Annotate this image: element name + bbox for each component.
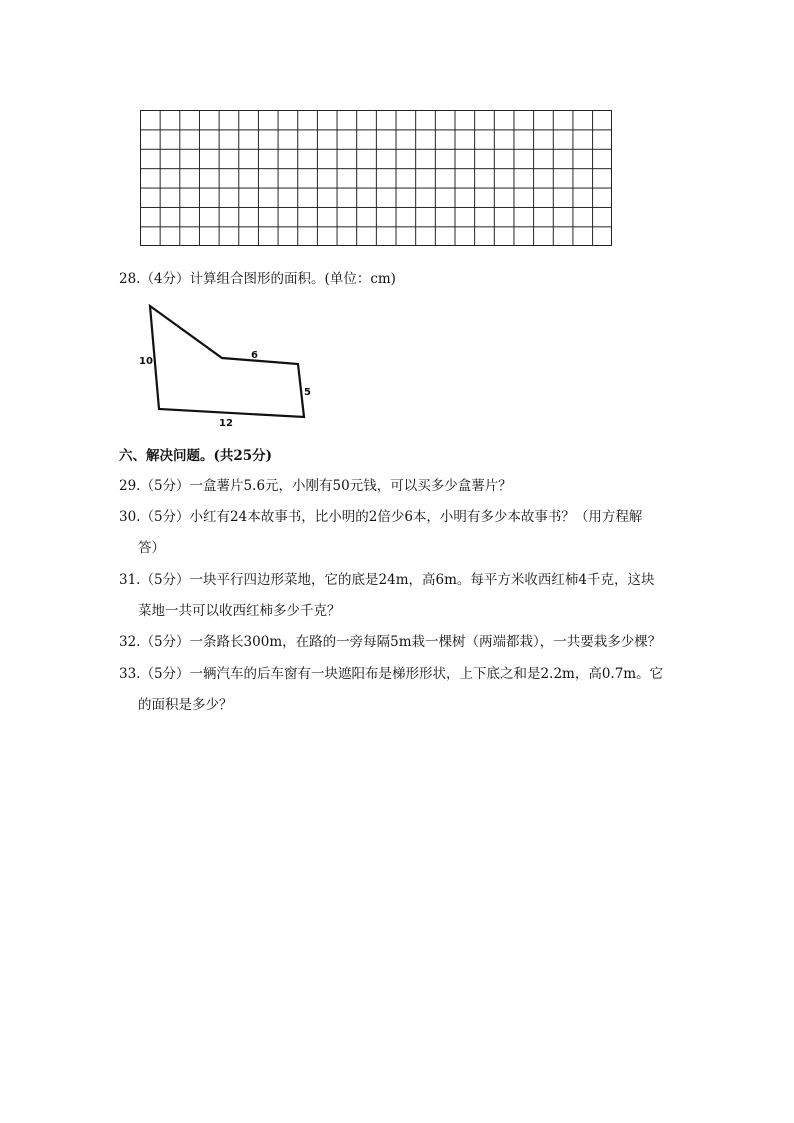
question-31-line1: 31.（5分）一块平行四边形菜地，它的底是24m，高6m。每平方米收西红柿4千克，这块 — [119, 572, 655, 588]
question-29: 29.（5分）一盒薯片5.6元，小刚有50元钱，可以买多少盒薯片？ — [119, 478, 512, 494]
section-six-heading: 六、解决问题。(共25分) — [119, 448, 273, 464]
label-right-side: 5 — [304, 387, 311, 398]
composite-shape-outline — [150, 306, 304, 417]
label-top-side: 6 — [251, 350, 258, 361]
question-33-line1: 33.（5分）一辆汽车的后车窗有一块遮阳布是梯形形状，上下底之和是2.2m，高0.7m。它 — [119, 666, 664, 682]
question-32: 32.（5分）一条路长300m，在路的一旁每隔5m栽一棵树（两端都栽），一共要栽多少棵？ — [119, 634, 662, 650]
question-30-line2: 答） — [138, 540, 165, 556]
question-33-line2: 的面积是多少？ — [138, 697, 233, 713]
composite-figure — [130, 298, 320, 433]
question-28: 28.（4分）计算组合图形的面积。(单位：cm) — [119, 271, 396, 287]
composite-figure-svg — [130, 298, 320, 433]
square-grid — [140, 110, 612, 246]
label-left-side: 10 — [139, 356, 153, 367]
question-30-line1: 30.（5分）小红有24本故事书，比小明的2倍少6本，小明有多少本故事书？（用方程解 — [119, 509, 643, 525]
label-bottom-side: 12 — [219, 418, 233, 429]
question-31-line2: 菜地一共可以收西红柿多少千克？ — [138, 603, 341, 619]
